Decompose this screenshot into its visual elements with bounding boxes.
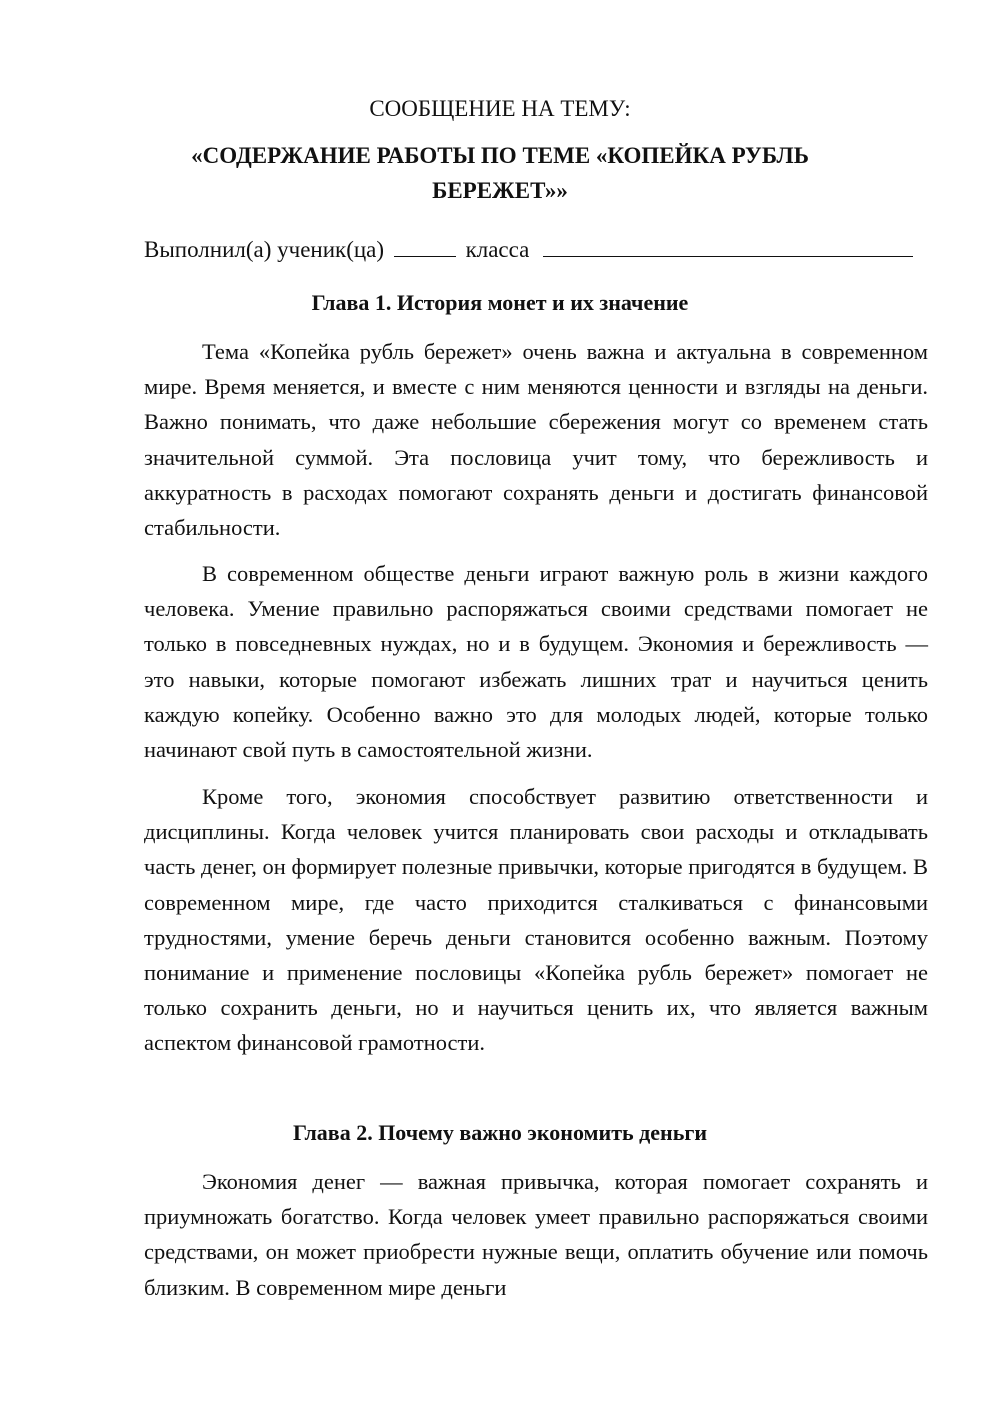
name-blank xyxy=(543,234,913,257)
report-heading: СООБЩЕНИЕ НА ТЕМУ: xyxy=(369,96,631,121)
report-topic-line-1: «СОДЕРЖАНИЕ РАБОТЫ ПО ТЕМЕ «КОПЕЙКА РУБЛЬ xyxy=(191,143,809,168)
class-word: класса xyxy=(465,237,530,262)
class-blank xyxy=(394,234,456,257)
report-topic-line-2: БЕРЕЖЕТ»» xyxy=(432,178,568,203)
chapter-1-paragraph-2: В современном обществе деньги играют важную роль в жизни каждого человека. Умение правильно распоряжаться своими средствами помогает не только в повседневных нуждах, но и в будущем. Экономия и бережливость — это навыки, которые помогают избежать лишних трат и научиться ценить каждую копейку. Особенно важно это для молодых людей, которые только начинают свой путь в самостоятельной жизни. xyxy=(144,561,928,763)
chapter-1-title: Глава 1. История монет и их значение xyxy=(311,290,689,315)
author-prefix: Выполнил(а) ученик(ца) xyxy=(144,237,385,262)
chapter-2-paragraph-1: Экономия денег — важная привычка, которая помогает сохранять и приумножать богатство. Когда человек умеет правильно распоряжаться своими средствами, он может приобрести нужные вещи, оплатить обучение или помочь близким. В современном мире деньги xyxy=(144,1169,928,1300)
chapter-1-paragraph-1: Тема «Копейка рубль бережет» очень важна и актуальна в современном мире. Время меняется, и вместе с ним меняются ценности и взгляды на деньги. Важно понимать, что даже небольшие сбережения могут со временем стать значительной суммой. Эта пословица учит тому, что бережливость и аккуратность в расходах помогают сохранять деньги и достигать финансовой стабильности. xyxy=(144,339,928,541)
author-line xyxy=(144,234,913,263)
chapter-2-title: Глава 2. Почему важно экономить деньги xyxy=(292,1120,708,1145)
chapter-1-paragraph-3: Кроме того, экономия способствует развитию ответственности и дисциплины. Когда человек учится планировать свои расходы и откладывать часть денег, он формирует полезные привычки, которые пригодятся в будущем. В современном мире, где часто приходится сталкиваться с финансовыми трудностями, умение беречь деньги становится особенно важным. Поэтому понимание и применение пословицы «Копейка рубль бережет» помогает не только сохранить деньги, но и научиться ценить их, что является важным аспектом финансовой грамотности. xyxy=(144,784,928,1056)
